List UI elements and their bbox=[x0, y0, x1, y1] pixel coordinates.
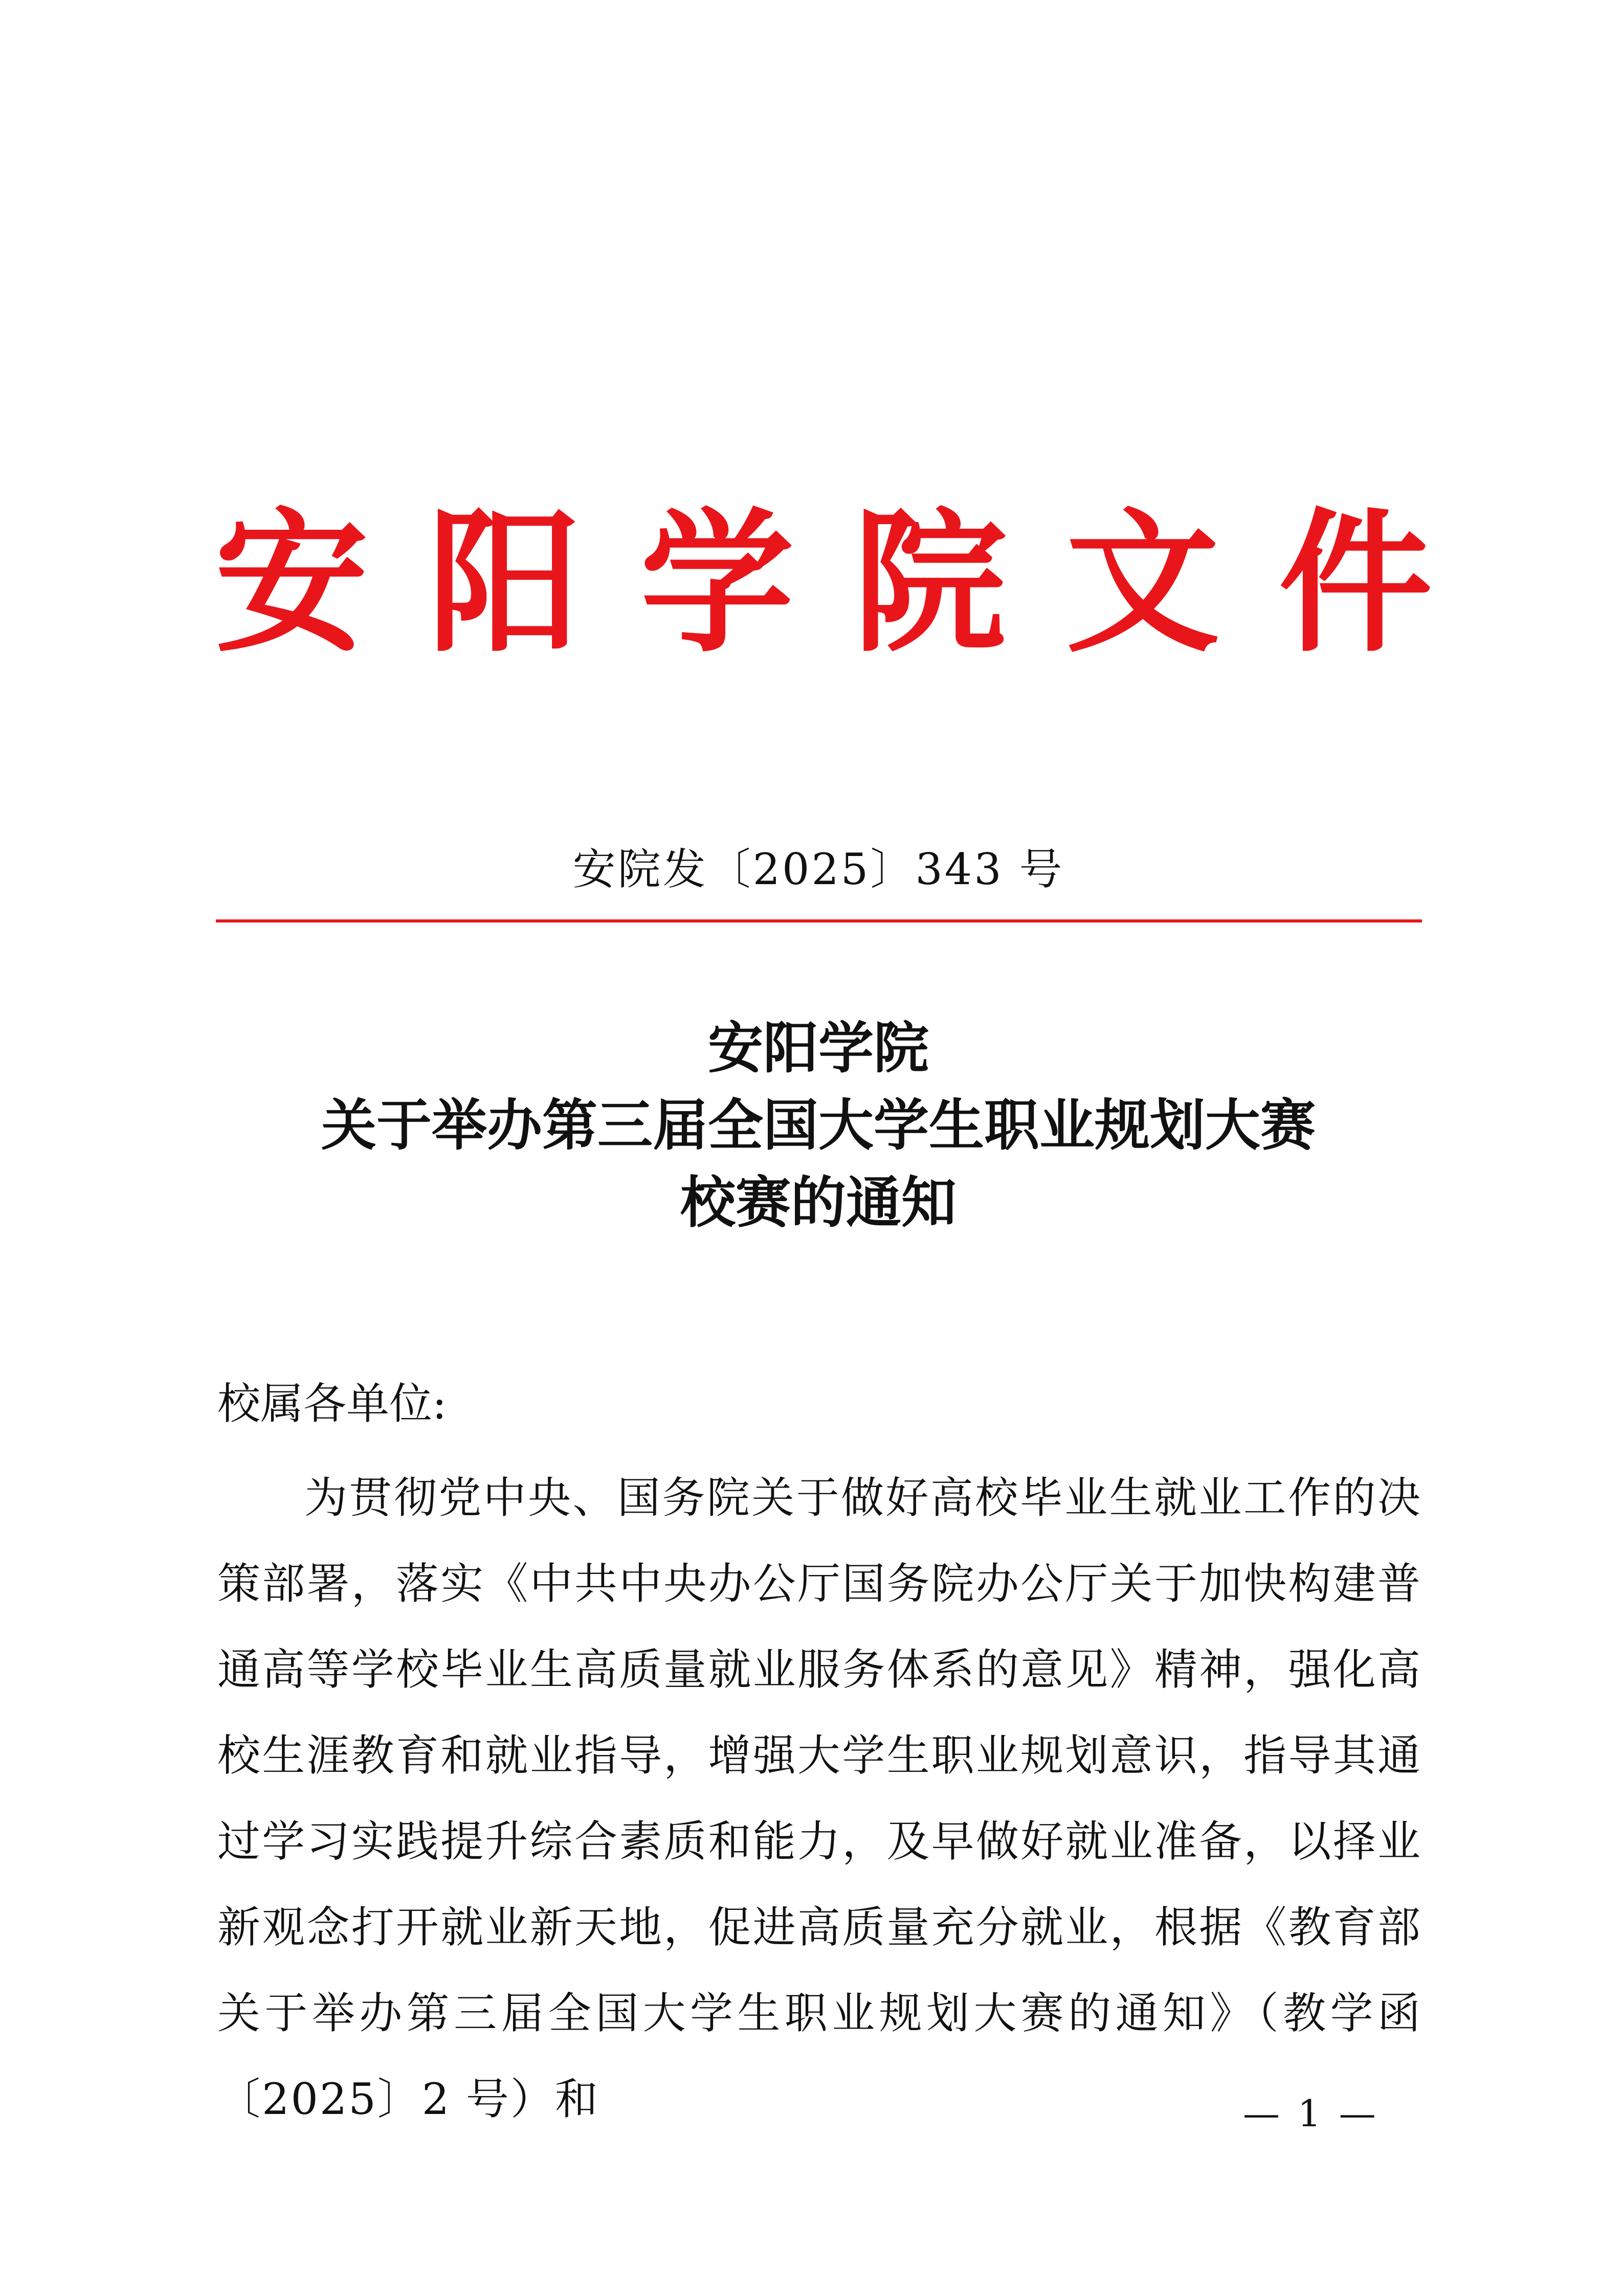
page-number: — 1 — bbox=[1243, 2092, 1379, 2135]
masthead-char: 阳 bbox=[428, 492, 581, 673]
masthead-char: 院 bbox=[853, 492, 1007, 673]
title-line-3: 校赛的通知 bbox=[680, 1170, 956, 1235]
document-title bbox=[215, 1010, 1422, 1242]
masthead-char: 件 bbox=[1279, 492, 1432, 673]
title-line-1: 安阳学院 bbox=[707, 1016, 929, 1081]
masthead-title bbox=[215, 492, 1432, 673]
masthead-char: 文 bbox=[1066, 492, 1219, 673]
title-line-2: 关于举办第三届全国大学生职业规划大赛 bbox=[321, 1093, 1316, 1158]
masthead-char: 学 bbox=[640, 492, 794, 673]
salutation: 校属各单位: bbox=[217, 1379, 447, 1429]
body-paragraph: 为贯彻党中央、国务院关于做好高校毕业生就业工作的决策部署，落实《中共中央办公厅国务院办公厅关于加快构建普通高等学校毕业生高质量就业服务体系的意见》精神，强化高校生涯教育和就业指导，增强大学生职业规划意识，指导其通过学习实践提升综合素质和能力，及早做好就业准备，以择业新观念打开就业新天地，促进高质量充分就业，根据《教育部关于举办第三届全国大学生职业规划大赛的通知》（教学函〔2025〕2 号）和 bbox=[217, 1473, 1422, 2124]
document-number: 安院发〔2025〕343 号 bbox=[572, 844, 1064, 894]
masthead-char: 安 bbox=[215, 492, 368, 673]
red-divider-line bbox=[216, 919, 1422, 922]
